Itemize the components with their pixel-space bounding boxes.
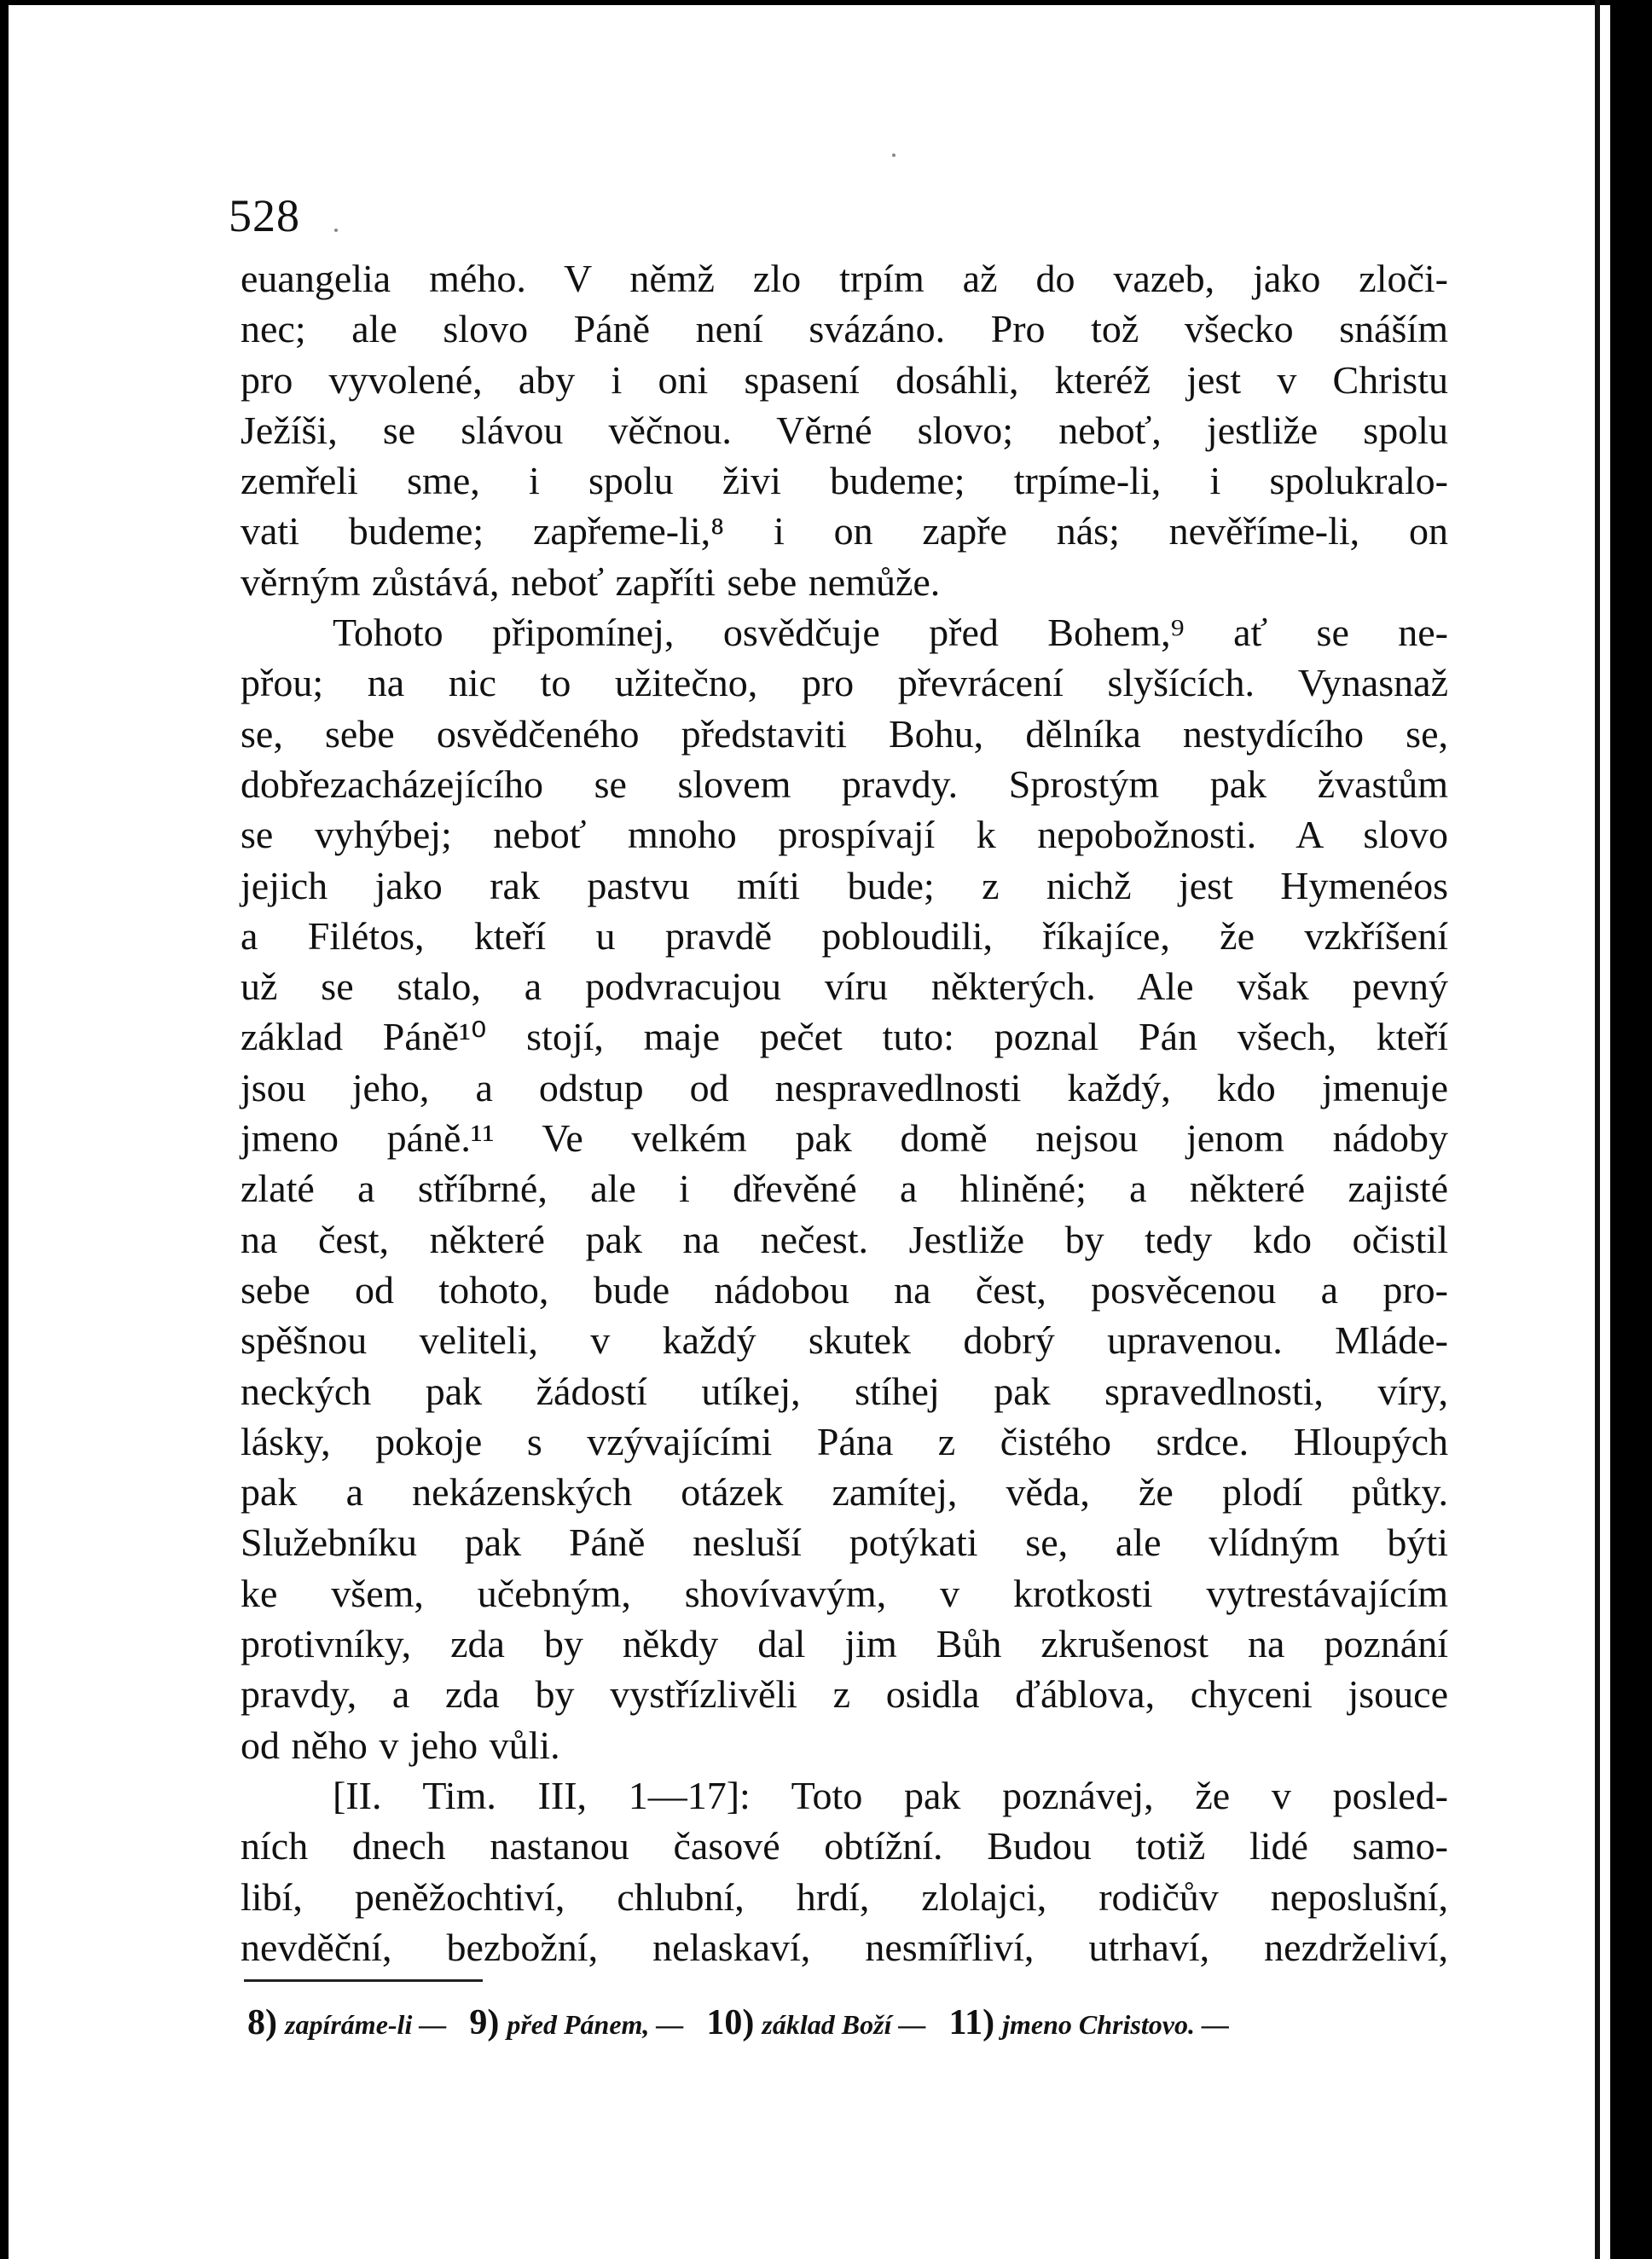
- text-line: [II. Tim. III, 1—17]: Toto pak poznávej, že v posled-: [333, 1773, 1448, 1817]
- text-line: libí, peněžochtiví, chlubní, hrdí, zlolajci, rodičův neposlušní,: [241, 1874, 1448, 1919]
- body-text: [241, 253, 1448, 1972]
- footnote-10: 10) základ Boží —: [706, 2003, 926, 2042]
- text-line: nevděční, bezbožní, nelaskaví, nesmířliví, utrhaví, nezdrželiví,: [241, 1925, 1448, 1969]
- text-line: jsou jeho, a odstup od nespravedlnosti každý, kdo jmenuje: [241, 1065, 1448, 1109]
- text-line: sebe od tohoto, bude nádobou na čest, posvěcenou a pro-: [241, 1267, 1448, 1312]
- text-line: a Filétos, kteří u pravdě pobloudili, říkajíce, že vzkříšení: [241, 913, 1448, 958]
- text-line: ke všem, učebným, shovívavým, v krotkosti vytrestávajícím: [241, 1571, 1448, 1615]
- text-line: se vyhýbej; neboť mnoho prospívají k nepobožnosti. A slovo: [241, 813, 1448, 857]
- text-line: jmeno páně.¹¹ Ve velkém pak domě nejsou jenom nádoby: [241, 1116, 1448, 1161]
- text-line: Ježíši, se slávou věčnou. Věrné slovo; neboť, jestliže spolu: [241, 408, 1448, 452]
- text-line: zlaté a stříbrné, ale i dřevěné a hliněné; a některé zajisté: [241, 1167, 1448, 1211]
- scan-border-right-inner: [1595, 0, 1600, 2259]
- text-line: pro vyvolené, aby i oni spasení dosáhli, kteréž jest v Christu: [241, 357, 1448, 402]
- text-line: zemřeli sme, i spolu živi budeme; trpíme-li, i spolukralo-: [241, 459, 1448, 503]
- text-line: Služebníku pak Páně nesluší potýkati se, ale vlídným býti: [241, 1520, 1448, 1565]
- text-line: vati budeme; zapřeme-li,⁸ i on zapře nás; nevěříme-li, on: [241, 509, 1448, 553]
- text-line: euangelia mého. V němž zlo trpím až do vazeb, jako zloči-: [241, 257, 1448, 300]
- text-line: se, sebe osvědčeného představiti Bohu, dělníka nestydícího se,: [241, 711, 1448, 756]
- text-line: ních dnech nastanou časové obtížní. Budou totiž lidé samo-: [241, 1824, 1448, 1868]
- text-line: jejich jako rak pastvu míti bude; z nichž jest Hymenéos: [241, 863, 1448, 907]
- text-line: přou; na nic to užitečno, pro převrácení slyšících. Vynasnaž: [241, 661, 1448, 705]
- text-line: spěšnou veliteli, v každý skutek dobrý upravenou. Mláde-: [241, 1318, 1448, 1363]
- text-line: protivníky, zda by někdy dal jim Bůh zkrušenost na poznání: [241, 1622, 1448, 1666]
- text-line: od něho v jeho vůli.: [241, 1723, 560, 1767]
- text-line: pravdy, a zda by vystřízlivěli z osidla ďáblova, chyceni jsouce: [241, 1672, 1448, 1717]
- footnotes: [247, 2002, 1450, 2043]
- footnote-9: 9) před Pánem, —: [469, 2003, 684, 2042]
- footnote-8: 8) zapíráme-li —: [247, 2003, 447, 2042]
- scan-border-right: [1610, 0, 1652, 2259]
- text-line: na čest, některé pak na nečest. Jestliže by tedy kdo očistil: [241, 1217, 1448, 1261]
- page-number: 528: [229, 190, 300, 241]
- footnote-11: 11) jmeno Christovo. —: [948, 2003, 1229, 2042]
- scan-speck: [892, 153, 896, 157]
- scan-border-top: [0, 0, 1652, 5]
- scan-border-left: [0, 0, 9, 2259]
- text-line: Tohoto připomínej, osvědčuje před Bohem,⁹ ať se ne-: [333, 611, 1448, 655]
- scan-speck: [334, 229, 338, 232]
- text-line: nec; ale slovo Páně není svázáno. Pro tož všecko snáším: [241, 307, 1448, 351]
- text-line: lásky, pokoje s vzývajícími Pána z čistého srdce. Hloupých: [241, 1419, 1448, 1463]
- text-line: základ Páně¹⁰ stojí, maje pečet tuto: poznal Pán všech, kteří: [241, 1015, 1448, 1059]
- text-line: dobřezacházejícího se slovem pravdy. Sprostým pak žvastům: [241, 762, 1448, 806]
- text-line: už se stalo, a podvracujou víru některých. Ale však pevný: [241, 964, 1448, 1009]
- text-line: věrným zůstává, neboť zapříti sebe nemůže.: [241, 559, 941, 604]
- footnote-rule: [244, 1979, 483, 1982]
- text-line: pak a nekázenských otázek zamítej, věda, že plodí půtky.: [241, 1470, 1448, 1515]
- text-line: neckých pak žádostí utíkej, stíhej pak spravedlnosti, víry,: [241, 1369, 1448, 1413]
